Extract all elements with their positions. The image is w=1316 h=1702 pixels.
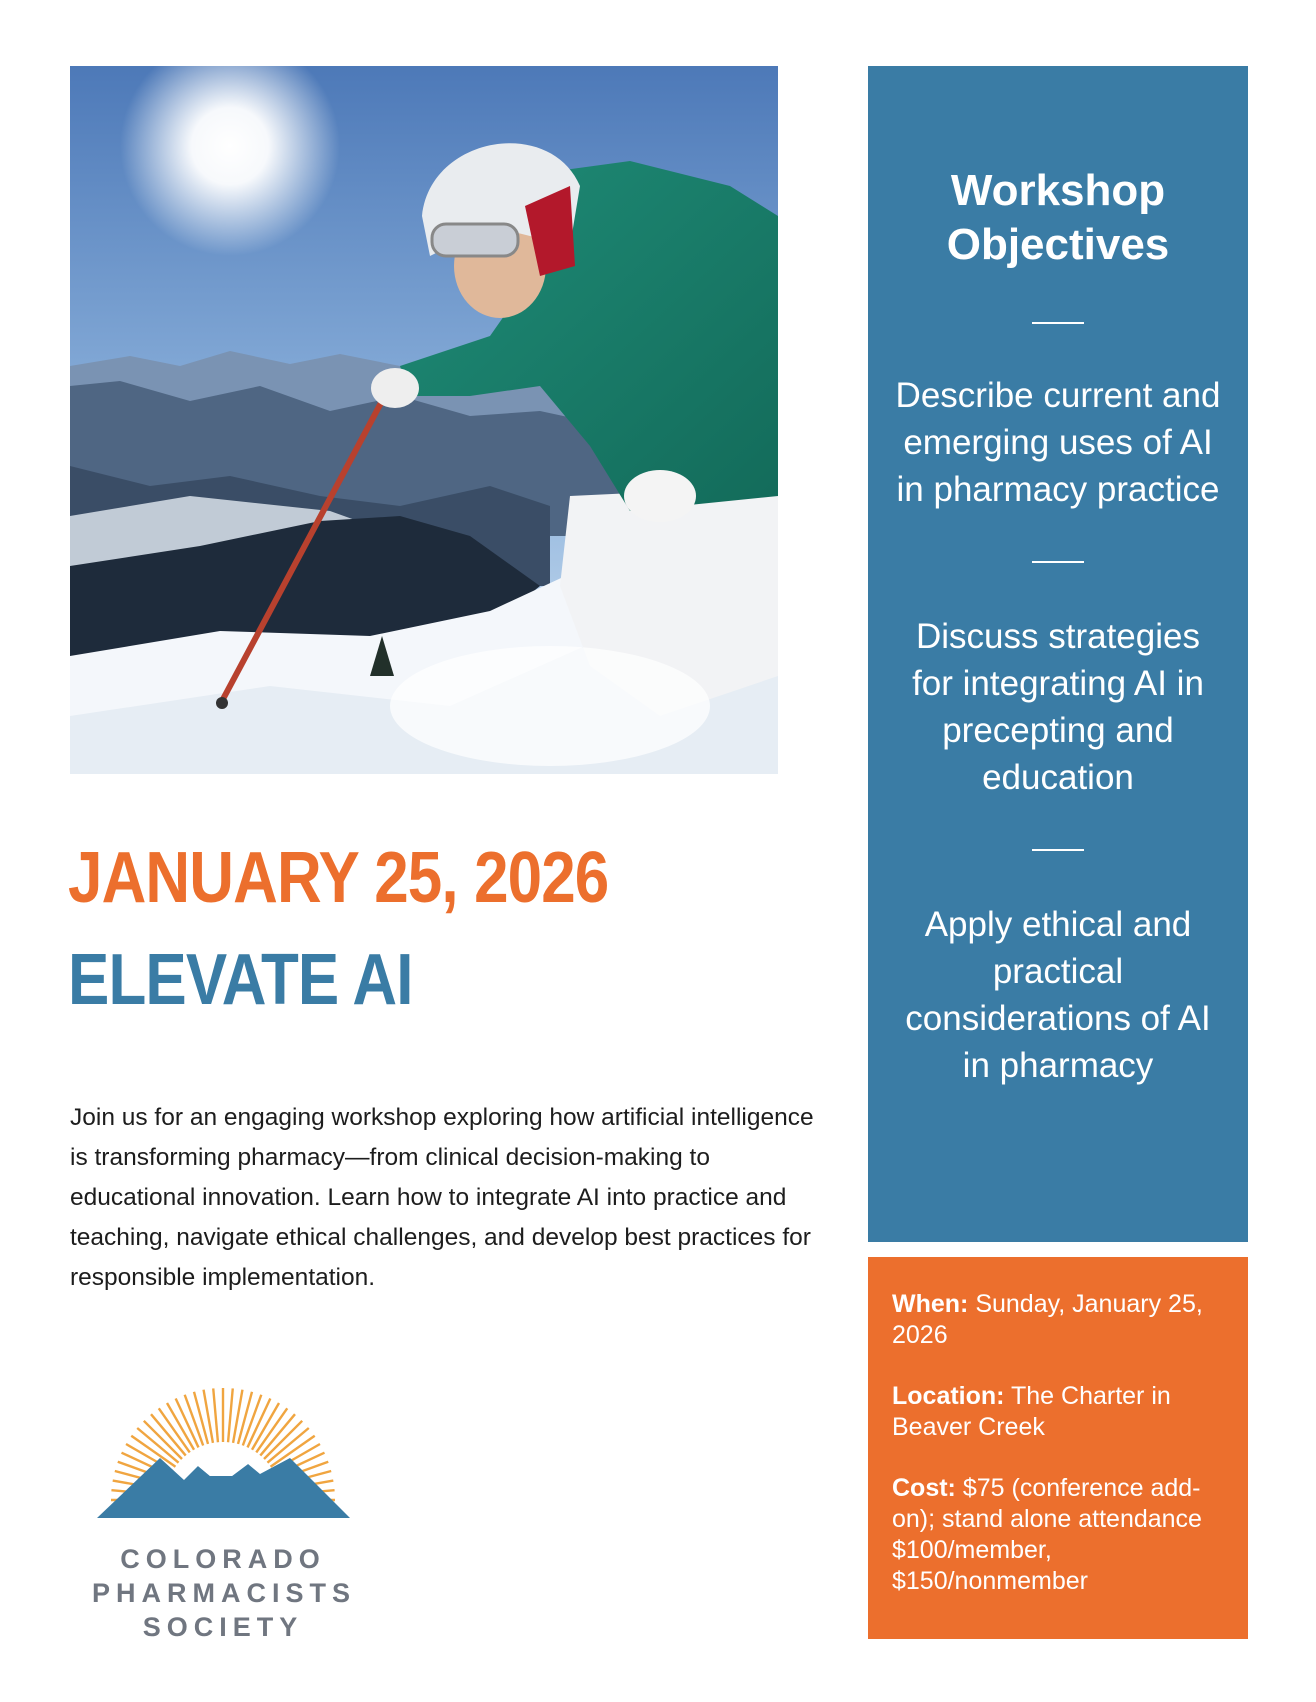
detail-cost	[892, 1473, 1226, 1597]
detail-location-value: The Charter in Beaver Creek	[892, 1382, 1171, 1441]
detail-when-label: When:	[892, 1290, 969, 1318]
workshop-objectives-panel	[868, 66, 1248, 1242]
objective-divider	[1032, 322, 1084, 324]
detail-cost-value: $75 (conference add-on); stand alone attendance $100/member, $150/nonmember	[892, 1474, 1202, 1595]
logo-line-colorado: COLORADO	[120, 1544, 326, 1574]
objective-divider	[1032, 849, 1084, 851]
objective-item: Apply ethical and practical considerations of AI in pharmacy	[905, 905, 1211, 1085]
logo-sun-ray	[213, 1388, 218, 1442]
detail-cost-label: Cost:	[892, 1474, 956, 1502]
objective-item: Describe current and emerging uses of AI in pharmacy practice	[895, 376, 1221, 509]
objectives-heading: Workshop Objectives	[946, 166, 1170, 269]
logo-sun-ray	[228, 1388, 233, 1442]
event-date-headline: JANUARY 25, 2026	[68, 838, 609, 918]
sunrise-mountain-logo-icon	[92, 1380, 354, 1540]
event-intro: Join us for an engaging workshop exploring how artificial intelligence is transforming pharmacy—from clinical decision-making to educational innovation. Learn how to integrate AI into practice and teaching, navigate ethical challenges, and develop best practices for responsible implementation.	[70, 1104, 814, 1291]
detail-when	[892, 1289, 1226, 1351]
event-title: ELEVATE AI	[68, 940, 413, 1020]
logo-line-society: SOCIETY	[142, 1612, 304, 1642]
detail-when-value: Sunday, January 25, 2026	[892, 1290, 1203, 1349]
event-details-panel	[868, 1257, 1248, 1639]
objective-divider	[1032, 561, 1084, 563]
detail-location-label: Location:	[892, 1382, 1005, 1410]
objective-item: Discuss strategies for integrating AI in precepting and education	[912, 617, 1204, 797]
detail-location	[892, 1381, 1226, 1443]
skier-photo	[70, 66, 778, 774]
logo-line-pharmacists: PHARMACISTS	[92, 1578, 357, 1608]
colorado-pharmacists-society-logo	[92, 1380, 357, 1680]
